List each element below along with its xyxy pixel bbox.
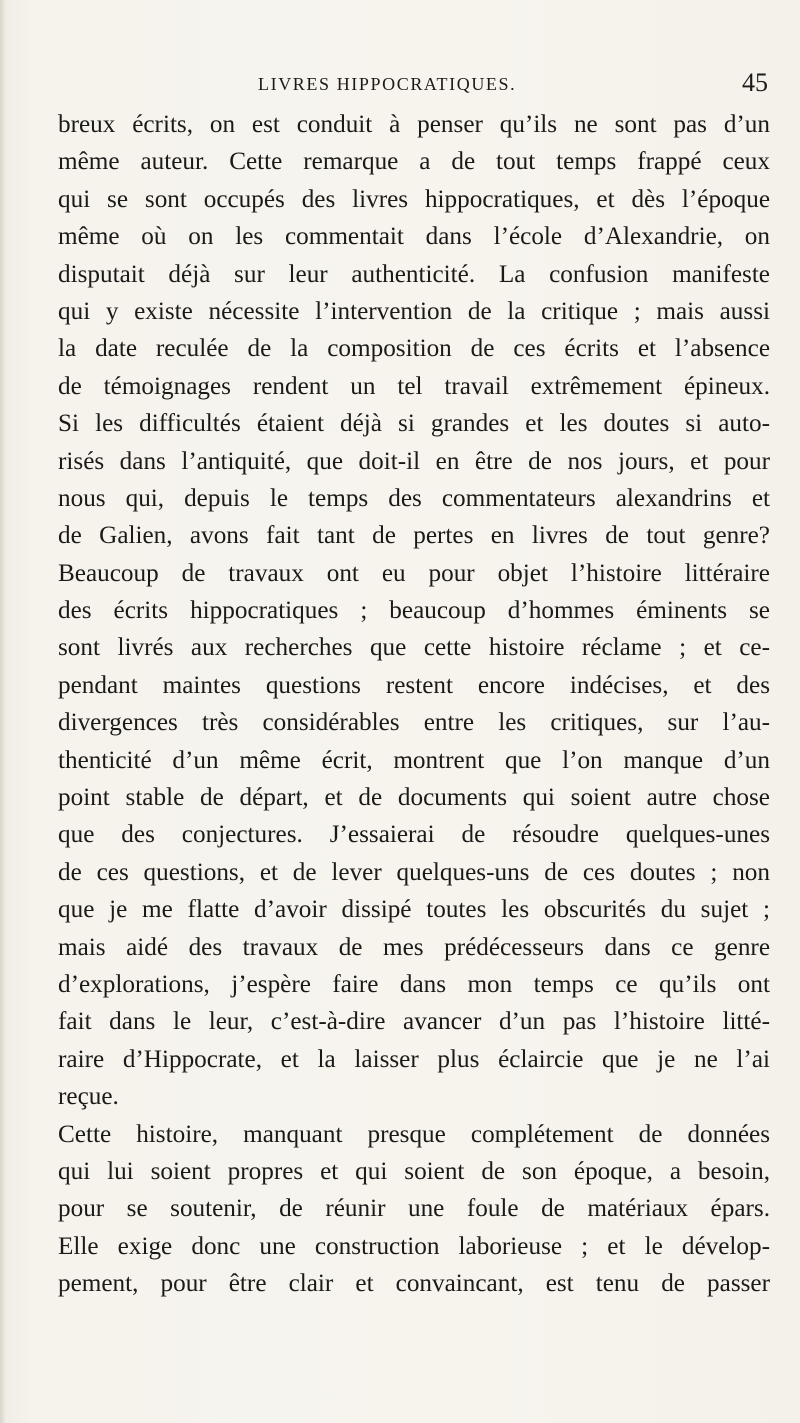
text-line: pendant maintes questions restent encore indécises, et des: [58, 671, 770, 699]
page-gutter-shadow: [0, 0, 6, 1423]
text-line-paragraph-start: Cette histoire, manquant presque complétement de données: [58, 1120, 770, 1148]
text-line: mais aidé des travaux de mes prédécesseurs dans ce genre: [58, 933, 770, 961]
text-line: pour se soutenir, de réunir une foule de matériaux épars.: [58, 1195, 770, 1223]
text-line-paragraph-end: reçue.: [58, 1083, 119, 1111]
text-line: d’explorations, j’espère faire dans mon temps ce qu’ils ont: [58, 970, 770, 998]
text-line: divergences très considérables entre les critiques, sur l’au-: [58, 709, 770, 737]
text-line: point stable de départ, et de documents qui soient autre chose: [58, 784, 770, 812]
text-line: Beaucoup de travaux ont eu pour objet l’histoire littéraire: [58, 559, 770, 587]
text-line: la date reculée de la composition de ces écrits et l’absence: [58, 335, 770, 363]
text-line: des écrits hippocratiques ; beaucoup d’hommes éminents se: [58, 597, 770, 625]
text-line: de Galien, avons fait tant de pertes en livres de tout genre?: [58, 522, 770, 550]
text-line: même auteur. Cette remarque a de tout temps frappé ceux: [58, 148, 770, 176]
text-line: que je me flatte d’avoir dissipé toutes les obscurités du sujet ;: [58, 896, 770, 924]
text-line: pement, pour être clair et convaincant, est tenu de passer: [58, 1270, 770, 1298]
body-text: [58, 106, 770, 1303]
text-line: Elle exige donc une construction laborieuse ; et le dévelop-: [58, 1232, 770, 1260]
text-line: risés dans l’antiquité, que doit-il en être de nos jours, et pour: [58, 447, 770, 475]
text-line: même où on les commentait dans l’école d’Alexandrie, on: [58, 223, 770, 251]
text-line: thenticité d’un même écrit, montrent que l’on manque d’un: [58, 746, 770, 774]
text-line: qui se sont occupés des livres hippocratiques, et dès l’époque: [58, 185, 770, 213]
running-head: LIVRES HIPPOCRATIQUES.: [258, 74, 517, 94]
text-line: nous qui, depuis le temps des commentateurs alexandrins et: [58, 484, 770, 512]
text-line: de témoignages rendent un tel travail extrêmement épineux.: [58, 372, 770, 400]
text-line: que des conjectures. J’essaierai de résoudre quelques-unes: [58, 821, 770, 849]
text-line: fait dans le leur, c’est-à-dire avancer d’un pas l’histoire litté-: [58, 1008, 770, 1036]
text-line: breux écrits, on est conduit à penser qu’ils ne sont pas d’un: [58, 111, 770, 138]
text-line: qui y existe nécessite l’intervention de la critique ; mais aussi: [58, 297, 770, 325]
text-line: sont livrés aux recherches que cette histoire réclame ; et ce-: [58, 634, 770, 662]
text-line: Si les difficultés étaient déjà si grandes et les doutes si auto-: [58, 410, 770, 438]
page-number: 45: [742, 68, 768, 97]
text-line: raire d’Hippocrate, et la laisser plus éclaircie que je ne l’ai: [58, 1045, 770, 1073]
text-line: disputait déjà sur leur authenticité. La confusion manifeste: [58, 260, 770, 288]
text-line: de ces questions, et de lever quelques-uns de ces doutes ; non: [58, 858, 770, 886]
text-line: qui lui soient propres et qui soient de son époque, a besoin,: [58, 1157, 770, 1185]
page-header: [60, 68, 770, 98]
